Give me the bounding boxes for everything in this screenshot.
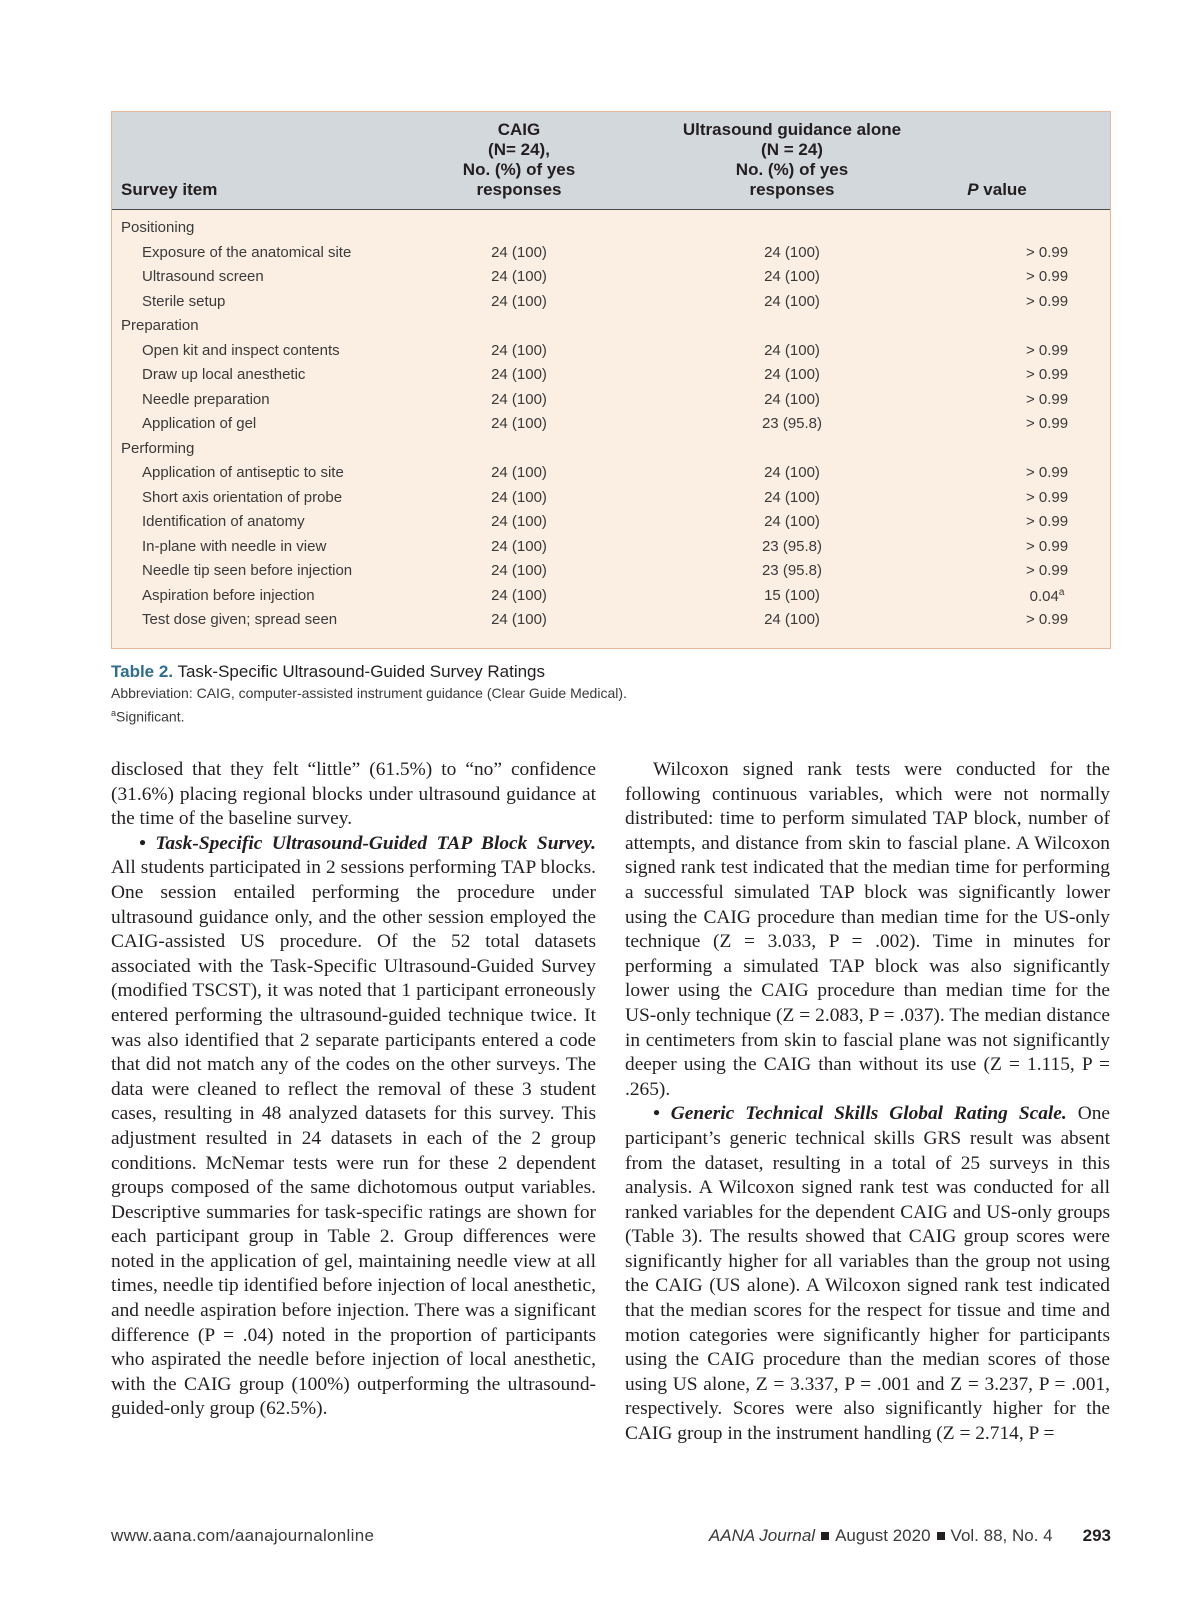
cell-caig: 24 (100) [491, 366, 547, 383]
cell-ultrasound: 24 (100) [764, 513, 820, 530]
cell-ultrasound: 15 (100) [764, 586, 820, 604]
cell-survey-item: Positioning [121, 219, 195, 236]
cell-survey-item: Test dose given; spread seen [142, 611, 338, 628]
cell-caig: 24 (100) [491, 292, 547, 310]
cell-caig: 24 (100) [491, 390, 547, 408]
cell-p-value: > 0.99 [1025, 243, 1069, 261]
table-row [112, 264, 1110, 289]
cell-survey-item: Performing [121, 439, 195, 457]
table-row [112, 558, 1110, 583]
cell-p-value: > 0.99 [1025, 268, 1069, 285]
cell-p-value: > 0.99 [1025, 513, 1069, 530]
paragraph: Wilcoxon signed rank tests were conducted for the following continuous variables, which were not normally distributed: time to perform simulated TAP block, number of attempts, and distance from skin to fascial plane. A Wilcoxon signed rank test indicated that the median time for performing a successful simulated TAP block was significantly lower using the CAIG procedure than median time for the US-only technique (Z = 3.033, P = .002). Time in minutes for performing a simulated TAP block was also significantly lower using the CAIG procedure than median time for the US-only technique (Z = 2.083, P = .037). The median distance in centimeters from skin to fascial plane was not significantly deeper using the CAIG than without its use (Z = 1.115, P = .265). [625, 759, 1110, 1100]
table-row [112, 534, 1110, 559]
cell-caig: 24 (100) [491, 243, 547, 261]
cell-ultrasound: 24 (100) [764, 611, 820, 628]
header-survey-item: Survey item [121, 180, 218, 199]
cell-survey-item: In-plane with needle in view [142, 537, 327, 555]
survey-ratings-table [111, 111, 1111, 649]
cell-p-value: > 0.99 [1025, 537, 1069, 555]
table-row [112, 338, 1110, 363]
table-group-row [112, 215, 1110, 240]
table-caption [111, 661, 1111, 727]
caption-footnote: $^a$Significant. [111, 708, 185, 725]
table-row [112, 607, 1110, 632]
cell-caig: 24 (100) [491, 513, 547, 530]
cell-p-value: > 0.99 [1025, 292, 1069, 310]
journal-citation: AANA Journal August 2020 Vol. 88, No. 4 293 [708, 1526, 1111, 1545]
cell-survey-item: Aspiration before injection [142, 586, 315, 604]
cell-caig: 24 (100) [491, 415, 547, 432]
cell-survey-item: Open kit and inspect contents [142, 341, 340, 359]
cell-ultrasound: 23 (95.8) [761, 562, 823, 579]
cell-survey-item: Needle preparation [142, 390, 270, 408]
cell-caig: 24 (100) [491, 562, 547, 579]
cell-caig: 24 (100) [491, 586, 547, 604]
paragraph: disclosed that they felt “little” (61.5%) to “no” confidence (31.6%) placing regional blocks under ultrasound guidance at the time of the baseline survey. [111, 759, 596, 830]
cell-ultrasound: 24 (100) [764, 292, 820, 310]
cell-p-value: > 0.99 [1025, 341, 1069, 359]
cell-ultrasound: 24 (100) [764, 488, 820, 506]
caption-title: Table 2. Task-Specific Ultrasound-Guided Survey Ratings [111, 662, 546, 681]
cell-survey-item: Short axis orientation of probe [142, 488, 343, 506]
cell-survey-item: Ultrasound screen [142, 268, 264, 285]
cell-p-value: > 0.99 [1025, 366, 1069, 383]
cell-ultrasound: 23 (95.8) [761, 537, 823, 555]
cell-p-value: > 0.99 [1025, 390, 1069, 408]
cell-ultrasound: 24 (100) [764, 268, 820, 285]
cell-caig: 24 (100) [491, 488, 547, 506]
body-column-right [625, 758, 1110, 1447]
header-caig: CAIG (N= 24), No. (%) of yes responses [462, 120, 576, 199]
table-row [112, 460, 1110, 485]
cell-ultrasound: 24 (100) [764, 390, 820, 408]
cell-p-value: 0.04$^a$ [1029, 586, 1065, 605]
paragraph: • Task-Specific Ultrasound-Guided TAP Block Survey. All students participated in 2 sessions performing TAP blocks. One session entailed performing the procedure under ultrasound guidance only, and the other session employed the CAIG-assisted US procedure. Of the 52 total datasets associated with the Task-Specific Ultrasound-Guided Survey (modified TSCST), it was noted that 1 participant erroneously entered performing the ultrasound-guided technique twice. It was also identified that 2 separate participants entered a code that did not match any of the codes on the other surveys. The data were cleaned to reflect the removal of these 3 student cases, resulting in 48 analyzed datasets for this survey. This adjustment resulted in 24 datasets in each of the 2 group conditions. McNemar tests were run for these 2 dependent groups composed of the same dichotomous output variables. Descriptive summaries for task-specific ratings are shown for each participant group in Table 2. Group differences were noted in the application of gel, maintaining needle view at all times, needle tip identified before injection of local anesthetic, and needle aspiration before injection. There was a significant difference (P = .04) noted in the proportion of participants who aspirated the needle before injection of local anesthetic, with the CAIG group (100%) outperforming the ultrasound-guided-only group (62.5%). [111, 832, 596, 1420]
cell-survey-item: Sterile setup [142, 292, 226, 310]
table-row [112, 485, 1110, 510]
cell-caig: 24 (100) [491, 268, 547, 285]
cell-survey-item: Identification of anatomy [142, 513, 305, 530]
header-p-value: P value [967, 180, 1027, 199]
cell-caig: 24 (100) [491, 464, 547, 481]
cell-survey-item: Needle tip seen before injection [142, 562, 353, 579]
table-row [112, 583, 1110, 608]
cell-p-value: > 0.99 [1025, 488, 1069, 506]
cell-survey-item: Application of gel [142, 415, 257, 432]
cell-caig: 24 (100) [491, 537, 547, 555]
cell-ultrasound: 23 (95.8) [761, 415, 823, 432]
table-row [112, 509, 1110, 534]
page-number: 293 [1082, 1526, 1111, 1545]
table-header [112, 112, 1110, 210]
body-column-left [111, 758, 596, 1422]
page-footer [111, 1526, 1111, 1550]
header-ultrasound-alone: Ultrasound guidance alone (N = 24) No. (%) of yes responses [682, 120, 902, 199]
table-group-row [112, 436, 1110, 461]
table-row [112, 240, 1110, 265]
caption-abbreviation: Abbreviation: CAIG, computer-assisted instrument guidance (Clear Guide Medical). [111, 685, 627, 701]
cell-ultrasound: 24 (100) [764, 464, 820, 481]
cell-caig: 24 (100) [491, 611, 547, 628]
table-group-row [112, 313, 1110, 338]
cell-ultrasound: 24 (100) [764, 243, 820, 261]
cell-survey-item: Preparation [121, 317, 199, 334]
cell-p-value: > 0.99 [1025, 415, 1069, 432]
table-row [112, 289, 1110, 314]
paragraph: • Generic Technical Skills Global Rating Scale. One participant’s generic technical skills GRS result was absent from the dataset, resulting in a total of 25 surveys in this analysis. A Wilcoxon signed rank test was conducted for all ranked variables for the dependent CAIG and US-only groups (Table 3). The results showed that CAIG group scores were significantly higher for all variables than the group not using the CAIG (US alone). A Wilcoxon signed rank test indicated that the median scores for the respect for tissue and time and motion categories were significantly higher for participants using the CAIG procedure than the median scores of those using US alone, Z = 3.337, P = .001 and Z = 3.237, P = .001, respectively. Scores were also significantly higher for the CAIG group in the instrument handling (Z = 2.714, P = [625, 1103, 1110, 1445]
cell-p-value: > 0.99 [1025, 464, 1069, 481]
cell-ultrasound: 24 (100) [764, 341, 820, 359]
cell-survey-item: Draw up local anesthetic [142, 366, 306, 383]
journal-url: www.aana.com/aanajournalonline [111, 1526, 375, 1545]
table-row [112, 362, 1110, 387]
table-row [112, 411, 1110, 436]
cell-survey-item: Exposure of the anatomical site [142, 243, 352, 261]
cell-ultrasound: 24 (100) [764, 366, 820, 383]
cell-survey-item: Application of antiseptic to site [142, 464, 344, 481]
cell-p-value: > 0.99 [1025, 562, 1069, 579]
cell-caig: 24 (100) [491, 341, 547, 359]
table-row [112, 387, 1110, 412]
cell-p-value: > 0.99 [1025, 611, 1069, 628]
